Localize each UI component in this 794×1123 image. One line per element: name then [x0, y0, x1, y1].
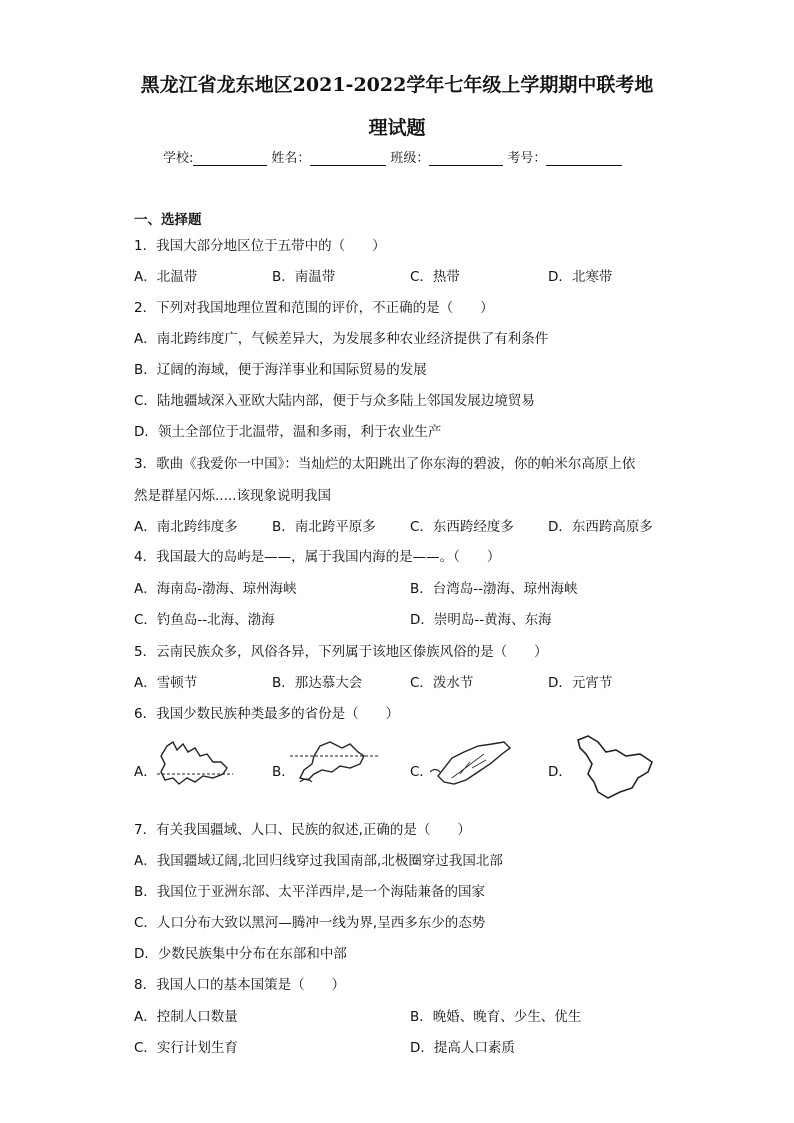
option-c[interactable]: C．陆地疆域深入亚欧大陆内部，便于与众多陆上邻国发展边境贸易 [134, 393, 535, 409]
question-stem: 6．我国少数民族种类最多的省份是（ ） [134, 706, 400, 722]
option-d[interactable]: D．领土全部位于北温带，温和多雨，利于农业生产 [134, 424, 442, 440]
school-blank[interactable] [193, 151, 267, 166]
question-stem: 5．云南民族众多，风俗各异，下列属于该地区傣族风俗的是（ ） [134, 644, 548, 660]
option-c[interactable]: C．东西跨经度多 [410, 519, 514, 535]
option-a[interactable]: A． [134, 764, 157, 780]
option-a[interactable]: A．海南岛-渤海、琼州海峡 [134, 581, 297, 597]
yunnan-map-icon[interactable] [155, 738, 235, 788]
school-label: 学校: [163, 151, 194, 166]
exam-number-label: 考号： [507, 151, 547, 166]
name-label: 姓名： [271, 151, 311, 166]
option-b[interactable]: B．南北跨平原多 [272, 519, 376, 535]
question-stem: 7．有关我国疆域、人口、民族的叙述,正确的是（ ） [134, 822, 471, 838]
option-c[interactable]: C．热带 [410, 269, 460, 285]
option-b[interactable]: B． [272, 764, 295, 780]
class-label: 班级： [390, 151, 430, 166]
option-b[interactable]: B．晚婚、晚育、少生、优生 [410, 1009, 582, 1025]
option-c[interactable]: C．人口分布大致以黑河—腾冲一线为界,呈西多东少的态势 [134, 915, 486, 931]
option-d[interactable]: D．少数民族集中分布在东部和中部 [134, 946, 347, 962]
exam-number-blank[interactable] [546, 151, 622, 166]
option-d[interactable]: D．元宵节 [548, 675, 613, 691]
guangdong-map-icon[interactable] [290, 738, 380, 788]
option-a[interactable]: A．控制人口数量 [134, 1009, 238, 1025]
option-c[interactable]: C．泼水节 [410, 675, 474, 691]
option-a[interactable]: A．南北跨纬度多 [134, 519, 238, 535]
option-d[interactable]: D．东西跨高原多 [548, 519, 653, 535]
option-d[interactable]: D．提高人口素质 [410, 1040, 515, 1056]
option-b[interactable]: B．那达慕大会 [272, 675, 363, 691]
option-c[interactable]: C． [410, 764, 433, 780]
question-stem: 3．歌曲《我爱你一中国》：当灿烂的太阳跳出了你东海的碧波，你的帕米尔高原上依 [134, 456, 636, 472]
option-a[interactable]: A．南北跨纬度广，气候差异大，为发展多种农业经济提供了有利条件 [134, 331, 549, 347]
page-title-line1: 黑龙江省龙东地区2021-2022学年七年级上学期期中联考地 [140, 74, 654, 96]
option-d[interactable]: D．崇明岛--黄海、东海 [410, 612, 552, 628]
question-stem-continued: 然是群星闪烁.....该现象说明我国 [134, 488, 331, 504]
option-b[interactable]: B．南温带 [272, 269, 336, 285]
student-info-row [163, 147, 626, 166]
question-stem: 2．下列对我国地理位置和范围的评价，不正确的是（ ） [134, 300, 494, 316]
option-d[interactable]: D． [548, 764, 572, 780]
option-b[interactable]: B．我国位于亚洲东部、太平洋西岸,是一个海陆兼备的国家 [134, 884, 486, 900]
question-stem: 8．我国人口的基本国策是（ ） [134, 977, 346, 993]
name-blank[interactable] [310, 151, 386, 166]
question-stem: 4．我国最大的岛屿是——，属于我国内海的是——。（ ） [134, 549, 501, 565]
option-a[interactable]: A．雪顿节 [134, 675, 198, 691]
page-title-line2: 理试题 [368, 117, 426, 139]
section-heading: 一、选择题 [134, 212, 202, 228]
option-d[interactable]: D．北寒带 [548, 269, 613, 285]
option-a[interactable]: A．北温带 [134, 269, 198, 285]
option-c[interactable]: C．实行计划生育 [134, 1040, 238, 1056]
option-c[interactable]: C．钓鱼岛--北海、渤海 [134, 612, 275, 628]
shandong-map-icon[interactable] [430, 738, 520, 788]
class-blank[interactable] [429, 151, 503, 166]
option-a[interactable]: A．我国疆域辽阔,北回归线穿过我国南部,北极圈穿过我国北部 [134, 853, 503, 869]
option-b[interactable]: B．台湾岛--渤海、琼州海峡 [410, 581, 578, 597]
question-stem: 1．我国大部分地区位于五带中的（ ） [134, 238, 386, 254]
option-b[interactable]: B．辽阔的海域，便于海洋事业和国际贸易的发展 [134, 362, 427, 378]
heilongjiang-map-icon[interactable] [568, 732, 658, 802]
